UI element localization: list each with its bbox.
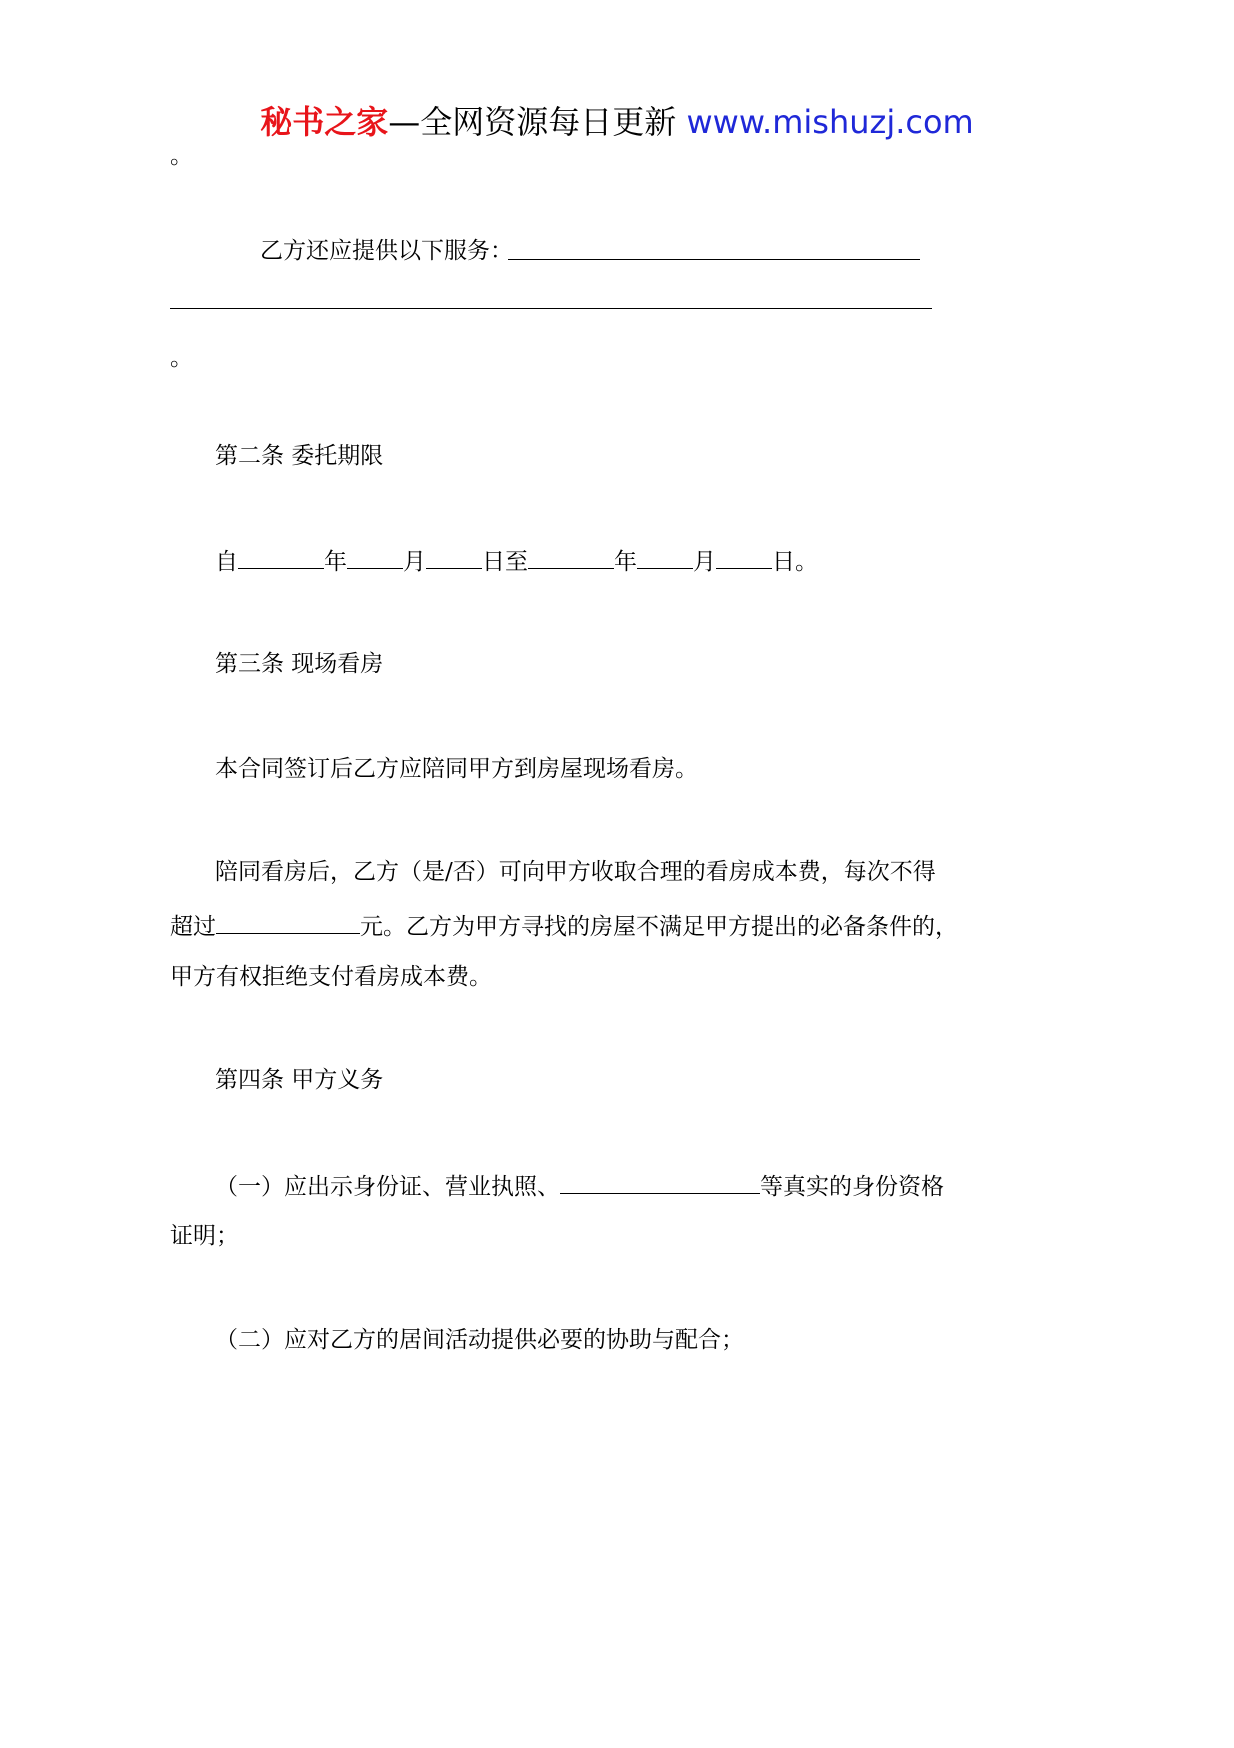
article-2-title: 第二条 委托期限 (215, 443, 384, 469)
services-blank-line-2 (170, 308, 932, 309)
article-4-title: 第四条 甲方义务 (215, 1067, 384, 1093)
period-top: 。 (170, 143, 193, 169)
site-url-link[interactable]: www.mishuzj.com (686, 103, 974, 141)
month-label-1: 月 (403, 549, 426, 575)
period-from: 自 (215, 549, 238, 575)
blank-day-start (426, 544, 482, 569)
exceed-label: 超过 (170, 914, 216, 940)
article-4-item-1-line-1 (215, 1169, 944, 1203)
period-after-services: 。 (170, 345, 193, 371)
article-4-item-2: （二）应对乙方的居间活动提供必要的协助与配合； (215, 1327, 744, 1353)
blank-fee-amount (216, 909, 360, 934)
item-1-text-a: （一）应出示身份证、营业执照、 (215, 1174, 560, 1200)
month-label-2: 月 (693, 549, 716, 575)
item-1-text-b: 等真实的身份资格 (760, 1174, 944, 1200)
blank-month-end (637, 544, 693, 569)
day-to-label: 日至 (482, 549, 528, 575)
blank-year-start (238, 544, 324, 569)
day-end-label: 日。 (772, 549, 818, 575)
services-blank-line-1 (508, 259, 920, 260)
blank-other-documents (560, 1169, 760, 1194)
site-header (0, 100, 1234, 144)
article-3-paragraph-2-line-3: 甲方有权拒绝支付看房成本费。 (170, 964, 492, 990)
article-3-paragraph-2-line-1: 陪同看房后，乙方（是/否）可向甲方收取合理的看房成本费，每次不得 (215, 859, 936, 885)
services-label (260, 235, 513, 267)
year-label-2: 年 (614, 549, 637, 575)
services-label-text: 乙方还应提供以下服务： (260, 238, 513, 264)
article-4-item-1-line-2: 证明； (170, 1223, 239, 1249)
site-brand: 秘书之家 (260, 103, 389, 141)
article-3-paragraph-1: 本合同签订后乙方应陪同甲方到房屋现场看房。 (215, 756, 698, 782)
year-label-1: 年 (324, 549, 347, 575)
blank-year-end (528, 544, 614, 569)
blank-day-end (716, 544, 772, 569)
article-2-period-line (215, 544, 818, 578)
site-tagline: —全网资源每日更新 (388, 103, 677, 141)
blank-month-start (347, 544, 403, 569)
article-3-paragraph-2-line-2 (170, 909, 958, 943)
article-3-title: 第三条 现场看房 (215, 651, 384, 677)
fee-condition-text: 元。乙方为甲方寻找的房屋不满足甲方提出的必备条件的， (360, 914, 958, 940)
